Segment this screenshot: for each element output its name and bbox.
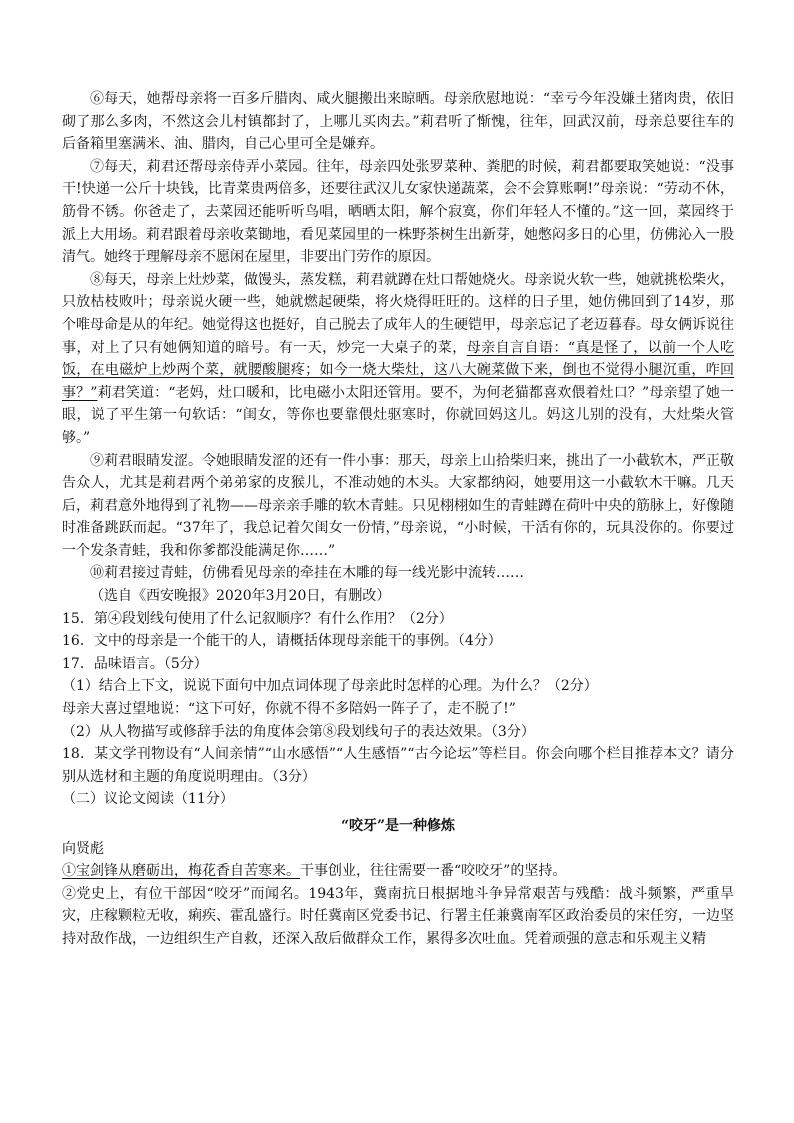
essay-paragraph-1-text: 干事创业，往往需要一番“咬咬牙”的坚持。 xyxy=(300,863,567,880)
question-17-1: （1）结合上下文，说说下面句中加点词体现了母亲此时怎样的心理。为什么？（2分） xyxy=(62,678,598,695)
essay-paragraph-1-underlined: ①宝剑锋从磨砺出，梅花香自苦寒来。 xyxy=(62,863,300,880)
essay-paragraph-1 xyxy=(62,860,734,883)
question-17-quote: 母亲大喜过望地说：“这下可好，你就不得不多陪妈一阵子了，走不脱了!” xyxy=(62,701,516,718)
essay-paragraph-2: ②党史上，有位干部因“咬牙”而闻名。1943年，冀南抗日根据地斗争异常艰苦与残酷：战斗频繁，严重旱灾，庄稼颗粒无收，痢疾、霍乱盛行。时任冀南区党委书记、行署主任兼冀南军区政治委员的宋任穷，一边坚持对敌作战，一边组织生产自救，还深入敌后做群众工作，累得多次吐血。凭着顽强的意志和乐观主义精 xyxy=(62,885,734,947)
exam-page xyxy=(62,88,734,951)
paragraph-8-text: ⑧每天，母亲上灶炒菜，做馒头，蒸发糕，莉君就蹲在灶口帮她烧火。母亲说火软一些，她就挑松柴火，只放枯枝败叶；母亲说火硬一些，她就燃起硬柴，将火烧得旺旺的。这样的日子里，她仿佛回到了14岁，那个唯母命是从的年纪。她觉得这也挺好，自己脱去了成年人的生硬铠甲，母亲忘记了老迈暮春。母女俩诉说往事，对上了只有她俩知道的暗号。有一天，炒完一大桌子的菜， xyxy=(62,271,734,356)
question-15: 15．第④段划线句使用了什么记叙顺序？有什么作用？（2分） xyxy=(62,610,453,627)
section-heading: （二）议论文阅读（11分） xyxy=(62,791,234,808)
essay-title: “咬牙”是一种修炼 xyxy=(340,818,456,834)
question-17-2: （2）从人物描写或修辞手法的角度体会第⑧段划线句子的表达效果。（3分） xyxy=(62,723,535,740)
paragraph-10: ⑩莉君接过青蛙，仿佛看见母亲的牵挂在木雕的每一线光影中流转…… xyxy=(90,565,524,582)
source-note: （选自《西安晚报》2020年3月20日，有删改） xyxy=(90,588,391,605)
paragraph-8-text-after: 莉君笑道：“老妈，灶口暖和，比电磁小太阳还管用。要不，为何老猫都喜欢偎着灶口？”母亲望了她一眼，说了平生第一句软话：“闺女，等你也要靠偎灶驱寒时，你就回妈这儿。妈这儿别的没有，大灶柴火管够。” xyxy=(62,384,734,446)
essay-author: 向贤彪 xyxy=(62,840,104,857)
paragraph-8-underlined-sentence: 母亲自言自语：“真是怪了，以前一个人吃饭，在电磁炉上炒两个菜，就腰酸腿疼；如今一烧大柴灶，这八大碗菜做下来，倒也不觉得小腿沉重，咋回事？” xyxy=(62,339,734,401)
paragraph-7: ⑦每天，莉君还帮母亲侍弄小菜园。往年，母亲四处张罗菜种、粪肥的时候，莉君都要取笑她说：“没事干!快递一公斤十块钱，比青菜贵两倍多，还要往武汉儿女家快递蔬菜，会不会算账啊!”母亲说：“劳动不休，筋骨不锈。你爸走了，去菜园还能听听鸟唱，晒晒太阳，解个寂寞，你们年轻人不懂的。”这一回，菜园终于派上大用场。莉君跟着母亲收菜锄地，看见菜园里的一株野茶树生出新芽，她憋闷多日的心里，仿佛沁入一股清气。她终于理解母亲不愿闲在屋里，非要出门劳作的原因。 xyxy=(62,158,734,266)
question-18: 18．某文学刊物设有“人间亲情”“山水感悟”“人生感悟”“古今论坛”等栏目。你会向哪个栏目推荐本文？请分别从选材和主题的角度说明理由。（3分） xyxy=(62,746,734,785)
paragraph-9: ⑨莉君眼睛发涩。令她眼睛发涩的还有一件小事：那天，母亲上山拾柴归来，挑出了一小截软木，严正敬告众人，尤其是莉君两个弟弟家的皮猴儿，不准动她的木头。大家都纳闷，她要用这一小截软木干嘛。几天后，莉君意外地得到了礼物——母亲亲手雕的软木青蛙。只见栩栩如生的青蛙蹲在荷叶中央的筋脉上，好像随时准备跳跃而起。“37年了，我总记着欠闺女一份情，”母亲说，“小时候，干活有你的，玩具没你的。你要过一个发条青蛙，我和你爹都没能满足你……” xyxy=(62,452,734,559)
paragraph-6: ⑥每天，她帮母亲将一百多斤腊肉、咸火腿搬出来晾晒。母亲欣慰地说：“幸亏今年没嫌土猪肉贵，依旧砌了那么多肉，不然这会儿村镇都封了，上哪儿买肉去。”莉君听了惭愧，往年，回武汉前，母亲总要往车的后备箱里塞满米、油、腊肉，自己心里可全是嫌弃。 xyxy=(62,91,734,153)
question-16: 16．文中的母亲是一个能干的人，请概括体现母亲能干的事例。（4分） xyxy=(62,633,502,650)
paragraph-8 xyxy=(62,269,734,450)
question-17: 17．品味语言。（5分） xyxy=(62,655,208,672)
